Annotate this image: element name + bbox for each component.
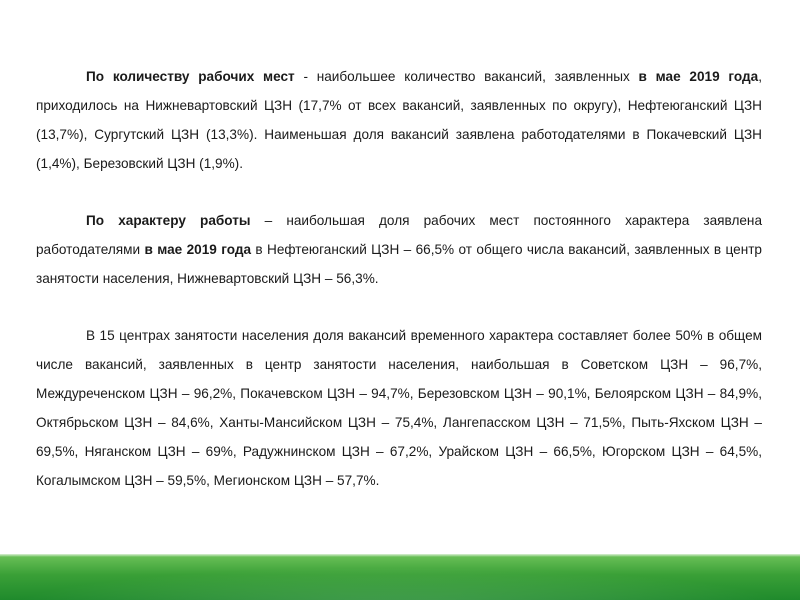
paragraph-work-nature — [36, 206, 762, 293]
para3-text: В 15 центрах занятости населения доля вакансий временного характера составляет более 50% в общем числе вакансий, заявленных в центр занятости населения, наибольшая в Советском ЦЗН – 96,7%, Междуреченском ЦЗН – 96,2%, Покачевском ЦЗН – 94,7%, Березовском ЦЗН – 90,1%, Белоярском ЦЗН – 84,9%, Октябрьском ЦЗН – 84,6%, Ханты-Мансийском ЦЗН – 75,4%, Лангепасском ЦЗН – 71,5%, Пыть-Яхском ЦЗН – 69,5%, Няганском ЦЗН – 69%, Радужнинском ЦЗН – 67,2%, Урайском ЦЗН – 66,5%, Югорском ЦЗН – 64,5%, Когалымском ЦЗН – 59,5%, Мегионском ЦЗН – 57,7%. — [36, 328, 762, 488]
para2-text-a: – наибольшая доля рабочих мест постоянного характера заявлена работодателями — [36, 213, 763, 257]
para1-period: в мае 2019 года — [638, 69, 759, 84]
slide-content — [36, 62, 762, 495]
paragraph-workplaces — [36, 62, 762, 178]
footer-shine — [0, 554, 800, 600]
para2-text-b: в Нефтеюганский ЦЗН – 66,5% от общего числа вакансий, заявленных в центр занятости населения, Нижневартовский ЦЗН – 56,3%. — [36, 242, 762, 286]
para1-text-b: , приходилось на Нижневартовский ЦЗН (17,7% от всех вакансий, заявленных по округу), Нефтеюганский ЦЗН (13,7%), Сургутский ЦЗН (13,3%). Наименьшая доля вакансий заявлена работодателями в Покачевский ЦЗН (1,4%), Березовский ЦЗН (1,9%). — [36, 69, 762, 171]
para2-lead: По характеру работы — [86, 213, 251, 228]
para2-period: в мае 2019 года — [144, 242, 252, 257]
paragraph-temporary-vacancies — [36, 321, 762, 495]
para1-text-a: - наибольшее количество вакансий, заявленных — [294, 69, 639, 84]
footer-green-bar — [0, 554, 800, 600]
para1-lead: По количеству рабочих мест — [86, 69, 295, 84]
footer-highlight — [0, 554, 800, 557]
